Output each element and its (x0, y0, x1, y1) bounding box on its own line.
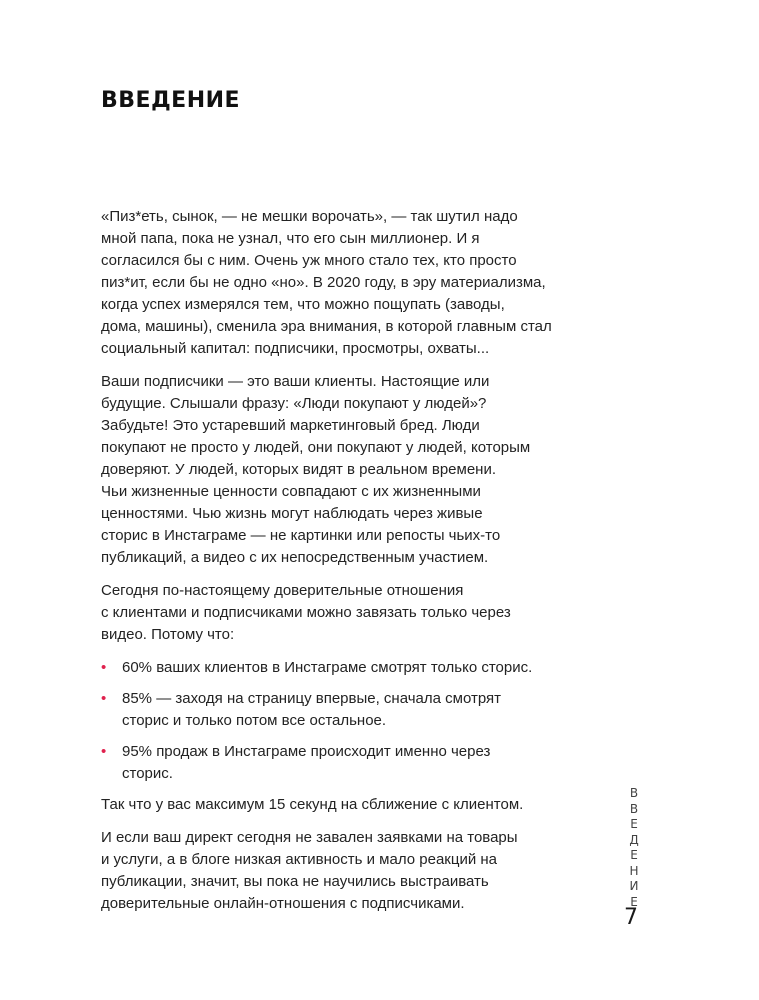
paragraph (101, 580, 601, 646)
text-line: сторис в Инстаграме — не картинки или репосты чьих-то (101, 527, 501, 544)
list-item (101, 657, 601, 679)
text-line: сторис и только потом все остальное. (122, 712, 387, 729)
text-line: мной папа, пока не узнал, что его сын миллионер. И я (101, 230, 480, 247)
paragraph (101, 827, 601, 915)
text-line: 85% — заходя на страницу впервые, сначала смотрят (122, 690, 502, 707)
paragraph (101, 371, 601, 569)
chapter-title: ВВЕДЕНИЕ (101, 88, 241, 113)
text-line: сторис. (122, 765, 173, 782)
text-line: покупают не просто у людей, они покупают у людей, которым (101, 439, 531, 456)
body-text (101, 206, 601, 926)
text-line: доверительные онлайн-отношения с подписчиками. (101, 895, 465, 912)
paragraph (101, 794, 601, 816)
text-line: когда успех измерялся тем, что можно пощупать (заводы, (101, 296, 505, 313)
text-line: Ваши подписчики — это ваши клиенты. Настоящие или (101, 373, 490, 390)
text-line: видео. Потому что: (101, 626, 235, 643)
text-line: пиз*ит, если бы не одно «но». В 2020 году, в эру материализма, (101, 274, 546, 291)
bullet-marker-icon: • (101, 690, 107, 707)
text-line: И если ваш директ сегодня не завален заявками на товары (101, 829, 518, 846)
list-item (101, 688, 601, 732)
text-line: Забудьте! Это устаревший маркетинговый бред. Люди (101, 417, 480, 434)
text-line: ценностями. Чью жизнь могут наблюдать через живые (101, 505, 483, 522)
running-head (624, 786, 644, 910)
page-number: 7 (624, 905, 638, 930)
bullet-marker-icon: • (101, 743, 107, 760)
running-head-letter: И (629, 879, 639, 893)
bullet-list (101, 657, 601, 785)
running-head-letter: Н (629, 863, 639, 878)
running-head-letter: Е (630, 848, 638, 862)
text-line: доверяют. У людей, которых видят в реальном времени. (101, 461, 496, 478)
text-line: Так что у вас максимум 15 секунд на сближение с клиентом. (101, 796, 524, 813)
running-head-letter: Д (629, 832, 639, 847)
running-head-letter: Е (630, 894, 638, 909)
running-head-letter: В (629, 801, 639, 816)
text-line: Чьи жизненные ценности совпадают с их жизненными (101, 483, 481, 500)
text-line: публикаций, а видео с их непосредственным участием. (101, 549, 489, 566)
text-line: 60% ваших клиентов в Инстаграме смотрят только сторис. (122, 659, 533, 676)
running-head-letter: В (629, 786, 639, 800)
text-line: согласился бы с ним. Очень уж много стало тех, кто просто (101, 252, 517, 269)
text-line: будущие. Слышали фразу: «Люди покупают у людей»? (101, 395, 487, 412)
text-line: 95% продаж в Инстаграме происходит именно через (122, 743, 491, 760)
list-item (101, 741, 601, 785)
running-head-letter: Е (630, 817, 638, 831)
text-line: дома, машины), сменила эра внимания, в которой главным стал (101, 318, 552, 335)
text-line: с клиентами и подписчиками можно завязать только через (101, 604, 511, 621)
text-line: Сегодня по-настоящему доверительные отношения (101, 582, 464, 599)
paragraph (101, 206, 601, 360)
text-line: «Пиз*еть, сынок, — не мешки ворочать», — так шутил надо (101, 208, 518, 225)
text-line: публикации, значит, вы пока не научились выстраивать (101, 873, 489, 890)
bullet-marker-icon: • (101, 659, 107, 676)
text-line: и услуги, а в блоге низкая активность и мало реакций на (101, 851, 497, 868)
text-line: социальный капитал: подписчики, просмотры, охваты... (101, 340, 490, 357)
